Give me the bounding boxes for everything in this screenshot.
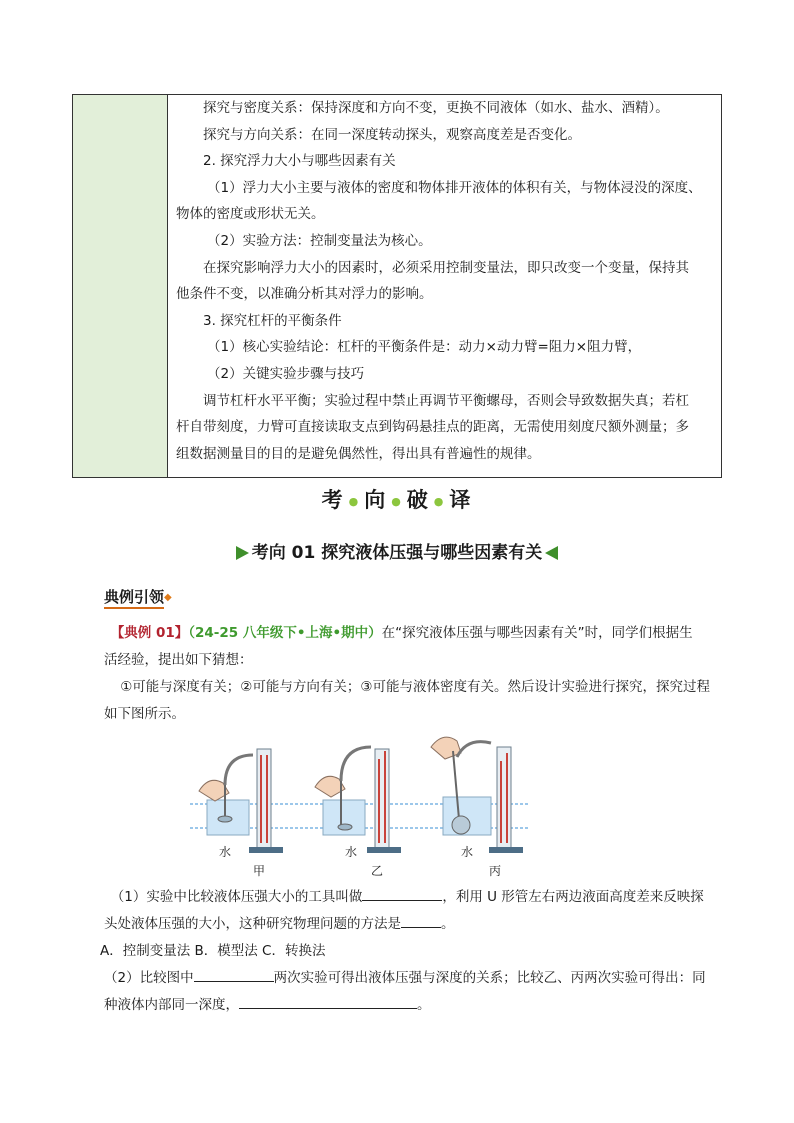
triangle-right-icon (236, 546, 249, 560)
table-line: 探究与密度关系：保持深度和方向不变，更换不同液体（如水、盐水、酒精）。 (203, 100, 669, 116)
triangle-left-icon (545, 546, 558, 560)
section-char: 破 (406, 488, 430, 512)
q1-options: A．控制变量法 B．模型法 C．转换法 (99, 943, 326, 959)
example-heading (104, 586, 172, 607)
answer-blank[interactable] (239, 994, 417, 1009)
section-char: 译 (449, 488, 473, 512)
table-line: 物体的密度或形状无关。 (176, 206, 325, 223)
example-stem (104, 620, 724, 728)
table-line: 在探究影响浮力大小的因素时，必须采用控制变量法，即只改变一个变量，保持其 (203, 259, 689, 276)
dot-icon: ● (433, 494, 446, 508)
apparatus-jia (199, 749, 283, 853)
q1-text-b: ，利用 U 形管左右两边液面高度差来反映探 (442, 889, 704, 905)
answer-blank[interactable] (401, 913, 441, 928)
answer-blank[interactable] (362, 886, 442, 901)
apparatus-bing (431, 737, 523, 853)
diamond-icon: ◆ (164, 592, 172, 603)
experiment-figure (185, 735, 530, 885)
example-heading-text: 典例引领 (104, 588, 164, 609)
table-line: 2. 探究浮力大小与哪些因素有关 (203, 153, 396, 170)
example-stem-1: 在“探究液体压强与哪些因素有关”时，同学们根据生 (381, 625, 693, 641)
table-line: 调节杠杆水平平衡；实验过程中禁止再调节平衡螺母，否则会导致数据失真；若杠 (203, 392, 689, 409)
table-line: 探究与方向关系：在同一深度转动探头，观察高度差是否变化。 (203, 126, 581, 143)
topic-title: 考向 01 探究液体压强与哪些因素有关 (251, 543, 543, 563)
q1-text-d: 。 (441, 916, 455, 932)
table-line: （1）核心实验结论：杠杆的平衡条件是：动力×动力臂=阻力×阻力臂， (207, 339, 642, 356)
example-guess-2: 如下图所示。 (104, 706, 185, 722)
table-line: 组数据测量目的目的是避免偶然性，得出具有普遍性的规律。 (176, 445, 541, 462)
table-line: 3. 探究杠杆的平衡条件 (203, 312, 342, 329)
dot-icon: ● (348, 494, 361, 508)
q1-text-a: （1）实验中比较液体压强大小的工具叫做 (110, 889, 363, 905)
q2-text-b: 两次实验可得出液体压强与深度的关系；比较乙、丙两次实验可得出：同 (273, 970, 706, 986)
q2-text-c: 种液体内部同一深度， (104, 997, 239, 1013)
liquid-label: 水 (460, 845, 474, 859)
topic-heading (0, 538, 794, 563)
table-line: （1）浮力大小主要与液体的密度和物体排开液体的体积有关，与物体浸没的深度、 (207, 179, 702, 196)
section-heading (0, 484, 794, 514)
table-label-cell (73, 95, 168, 477)
apparatus-yi (315, 747, 401, 853)
section-char: 考 (321, 488, 345, 512)
example-label: 【典例 01】 (110, 625, 189, 641)
q2-text-a: （2）比较图中 (104, 970, 194, 986)
example-source: （24-25 八年级下•上海•期中） (188, 625, 382, 641)
table-line: 他条件不变，以准确分析其对浮力的影响。 (176, 286, 433, 303)
example-guess-1: ①可能与深度有关；②可能与方向有关；③可能与液体密度有关。然后设计实验进行探究，探究过程 (120, 679, 710, 695)
table-line: （2）实验方法：控制变量法为核心。 (207, 232, 432, 249)
answer-blank[interactable] (194, 967, 274, 982)
summary-table (72, 94, 722, 478)
liquid-label: 水 (218, 845, 232, 859)
panel-label: 丙 (488, 864, 502, 878)
table-content-cell (168, 95, 721, 477)
panel-label: 甲 (252, 864, 266, 878)
example-stem-2: 活经验，提出如下猜想： (104, 652, 253, 668)
liquid-label: 水 (344, 845, 358, 859)
section-char: 向 (364, 488, 388, 512)
questions (99, 884, 724, 1019)
panel-label: 乙 (370, 864, 384, 878)
table-line: 杆自带刻度，力臂可直接读取支点到钩码悬挂点的距离，无需使用刻度尺额外测量；多 (176, 419, 689, 436)
q1-text-c: 头处液体压强的大小，这种研究物理问题的方法是 (104, 916, 401, 932)
q2-text-d: 。 (417, 997, 431, 1013)
dot-icon: ● (391, 494, 403, 508)
table-line: （2）关键实验步骤与技巧 (207, 365, 365, 382)
